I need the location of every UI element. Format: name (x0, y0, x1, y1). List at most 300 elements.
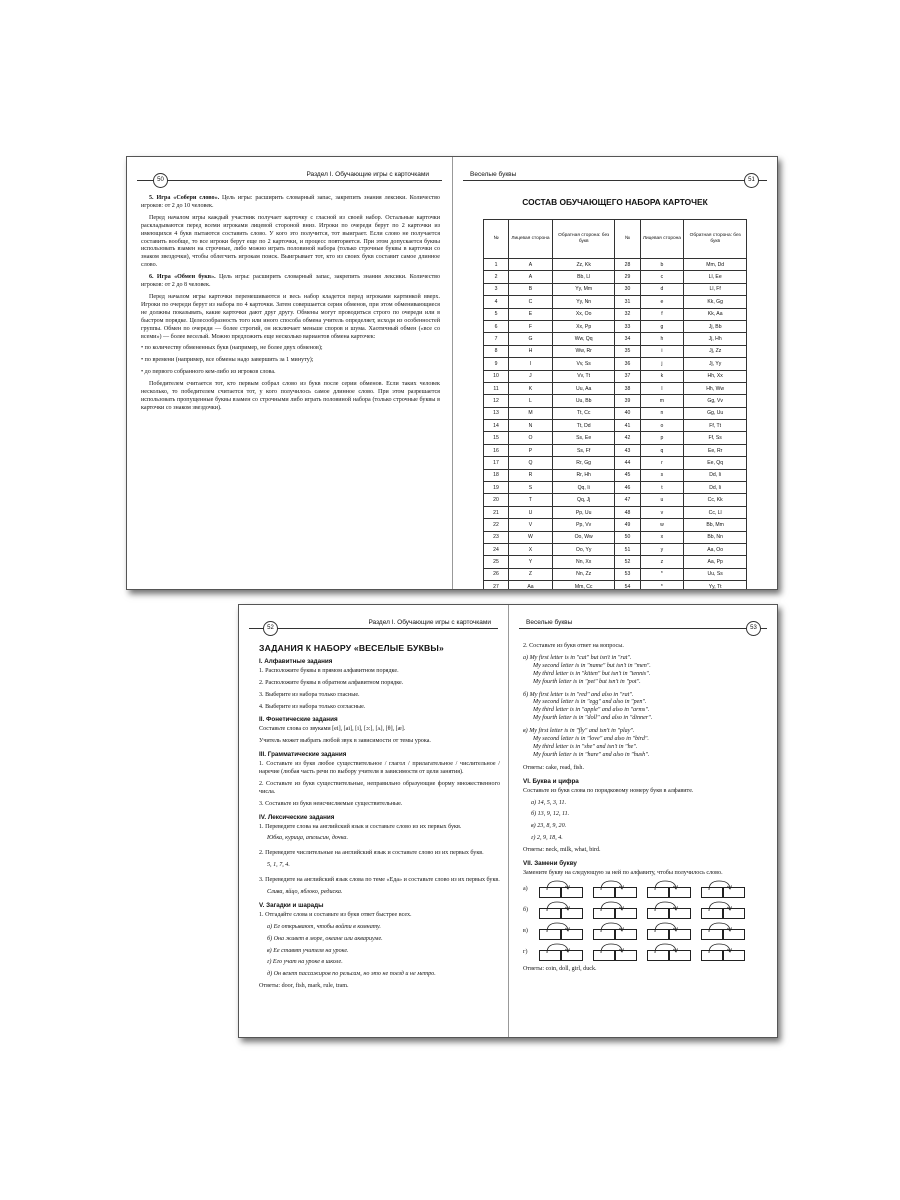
riddle-text: My third letter is in "she" and isn't in "he". (533, 743, 638, 750)
table-cell: 4 (484, 296, 509, 308)
block-label: а) (523, 654, 530, 661)
arrow-icon (541, 899, 581, 913)
table-cell: Ll, Ff (684, 283, 747, 295)
game-title: 6. Игра «Обмен букв». (149, 274, 216, 281)
running-head: Раздел I. Обучающие игры с карточками (365, 619, 494, 626)
table-cell: A (509, 259, 553, 271)
table-cell: p (640, 432, 684, 444)
table-cell: 2 (484, 271, 509, 283)
table-row (484, 556, 747, 568)
letter-swap-row (523, 882, 763, 898)
example-words: Слива, яйцо, яблоко, редиска. (267, 889, 343, 896)
table-title: СОСТАВ ОБУЧАЮЩЕГО НАБОРА КАРТОЧЕК (522, 197, 708, 207)
table-cell: Vv, Ss (552, 358, 615, 370)
table-cell: 52 (615, 556, 640, 568)
paragraph (141, 345, 440, 353)
table-cell: r (640, 457, 684, 469)
table-cell: 27 (484, 581, 509, 590)
paragraph-text: • по времени (например, все обмены надо завершить за 1 минуту); (141, 357, 314, 364)
paragraph-text: • по количеству обмененных букв (например, не более двух обменов); (141, 345, 323, 352)
table-cell: Aa, Pp (684, 556, 747, 568)
table-cell: 1 (484, 259, 509, 271)
table-cell: 13 (484, 407, 509, 419)
arrow-icon (595, 941, 635, 955)
section-heading: II. Фонетические задания (259, 716, 338, 724)
page-header (249, 619, 498, 633)
table-cell: Yy, Nn (552, 296, 615, 308)
page-text (523, 643, 763, 978)
letter-swap-tile (539, 945, 583, 961)
arrow-icon (595, 899, 635, 913)
table-cell: Vv, Tt (552, 370, 615, 382)
table-row (484, 283, 747, 295)
number-sequence: а) 14, 5, 3, 11. (531, 799, 567, 806)
row-label: а) (523, 885, 528, 892)
task-line: 2. Переведите числительные на английский язык и составьте слово из их первых букв. (259, 850, 484, 857)
arrow-icon (541, 920, 581, 934)
table-row (484, 457, 747, 469)
paragraph (141, 369, 440, 377)
riddle-text: My first letter is in "red" and also in "rat". (529, 691, 634, 698)
page-text (141, 195, 440, 417)
paragraph-text: Цель игры: расширить словарный запас, закрепить знания лексики. Количество игроков: от 2 до 8 человек. (141, 274, 440, 289)
table-row (484, 308, 747, 320)
table-cell: O (509, 432, 553, 444)
running-head: Раздел I. Обучающие игры с карточками (303, 171, 432, 178)
table-cell: 11 (484, 382, 509, 394)
letter-swap-row (523, 903, 763, 919)
table-cell: Mm, Cc (552, 581, 615, 590)
table-cell: 14 (484, 420, 509, 432)
riddle-text: My first letter is in "cat" but isn't in "rat". (529, 654, 632, 661)
table-cell: S (509, 482, 553, 494)
table-cell: 51 (615, 543, 640, 555)
table-cell: 47 (615, 494, 640, 506)
page-header (519, 619, 767, 633)
page-number: 52 (263, 621, 278, 636)
table-cell: Hh, Xx (684, 370, 747, 382)
table-cell: L (509, 395, 553, 407)
table-cell: t (640, 482, 684, 494)
table-cell: 22 (484, 519, 509, 531)
table-cell: Tt, Dd (552, 420, 615, 432)
table-cell: Xx, Oo (552, 308, 615, 320)
card-set-table (483, 219, 747, 590)
table-cell: 21 (484, 506, 509, 518)
riddle-line (523, 692, 763, 700)
column-header: Лицевая сторона (509, 220, 553, 259)
table-cell: Jj, Bb (684, 320, 747, 332)
letter-swap-tile (701, 945, 745, 961)
paragraph-text: Цель игры: расширить словарный запас, закрепить знания лексики. Количество игроков: от 2 до 10 человек. (141, 195, 440, 209)
table-cell: K (509, 382, 553, 394)
table-cell: c (640, 271, 684, 283)
example-words: 5, 1, 7, 4. (267, 862, 290, 869)
table-cell: 40 (615, 407, 640, 419)
letter-swap-tile (647, 882, 691, 898)
column-header: Обратная сторона: без букв (552, 220, 615, 259)
task-line: 2. Составьте из букв существительные, неправильно образующие форму множественного числа. (259, 780, 500, 795)
paragraph-text: Перед началом игры каждый участник получает карточку с гласной из своей набор. Остальные карточки раскладываются перед всеми игроками лицевой стороной вниз. Игроки по очереди берут по 2 карточки из имеющихся 4 букв пытаются составить слово. У кого это получится, тот выиграет. Если слово не получается составить вообще, то все игроки берут еще по 2 карточки, и процесс повторяется. При этом допускается буквы использовать взамен на строчные, либо можно играть половиной набора (только строчные буквы в карточки со знаком звездочки), чтобы облегчить игрокам поиск. Выигрывает тот, кто из своих букв составит самое длинное слово. (141, 214, 440, 269)
table-cell: k (640, 370, 684, 382)
table-cell: 38 (615, 382, 640, 394)
arrow-icon (649, 878, 689, 892)
table-cell: 20 (484, 494, 509, 506)
riddle-line (523, 663, 763, 671)
table-row (484, 494, 747, 506)
task-line: Составьте из букв слова по порядковому номеру букв в алфавите. (523, 787, 694, 794)
arrow-icon (595, 878, 635, 892)
answers: Ответы: door, fish, mark, rule, tram. (259, 983, 349, 990)
table-cell: Mm, Dd (684, 259, 747, 271)
task-line: 4. Выберите из набора только согласные. (259, 703, 366, 710)
table-cell: Ss, Ee (552, 432, 615, 444)
task-line: 1. Переведите слова на английский язык и составьте слово из их первых букв. (259, 823, 462, 830)
arrow-icon (703, 941, 743, 955)
table-cell: E (509, 308, 553, 320)
table-cell: d (640, 283, 684, 295)
game-title: 5. Игра «Собери слово». (149, 195, 220, 201)
example-words: Юбка, курица, апельсин, дочка. (267, 835, 348, 842)
row-label: г) (523, 948, 528, 955)
table-cell: Jj, Yy (684, 358, 747, 370)
table-cell: Bb, Mm (684, 519, 747, 531)
riddle-line (523, 752, 763, 760)
riddle: г) Его учат на уроке в школе. (267, 959, 343, 966)
arrow-icon (595, 920, 635, 934)
answers: Ответы: coin, doll, girl, duck. (523, 965, 597, 972)
table-cell: Y (509, 556, 553, 568)
table-cell: 16 (484, 444, 509, 456)
letter-swap-tile (701, 924, 745, 940)
paragraph-text: Победителем считается тот, кто первым собрал слово из букв после серии обменов. Если таких человек несколько, то победителем считается тот, у кого получилось самое длинное слово. При этом разрешается использовать пропущенные буквы взамен со строчными либо играть половиной набора (только строчные буквы в карточки со знаком звездочки). (141, 381, 440, 411)
riddle-line (523, 679, 763, 687)
page-51 (453, 157, 777, 589)
row-label: б) (523, 906, 529, 913)
table-row (484, 320, 747, 332)
table-cell: Pp, Vv (552, 519, 615, 531)
riddle: а) Ее открывают, чтобы войти в комнату. (267, 923, 381, 930)
running-head: Веселые буквы (523, 619, 575, 626)
table-cell: 18 (484, 469, 509, 481)
page-number: 53 (746, 621, 761, 636)
paragraph-text: • до первого собранного кем-либо из игроков слова. (141, 369, 276, 376)
letter-swap-tile (539, 903, 583, 919)
letter-swap-tile (593, 882, 637, 898)
running-head: Веселые буквы (467, 171, 519, 178)
table-cell: 42 (615, 432, 640, 444)
arrow-icon (649, 941, 689, 955)
number-sequence: б) 13, 9, 12, 11. (531, 811, 570, 818)
table-cell: n (640, 407, 684, 419)
riddle-line (523, 715, 763, 723)
table-row (484, 420, 747, 432)
table-row (484, 296, 747, 308)
table-row (484, 271, 747, 283)
riddle-text: My third letter is in "apple" and also in "arms". (533, 707, 650, 714)
table-cell: Uu, Bb (552, 395, 615, 407)
page-text (259, 645, 500, 995)
table-cell: x (640, 531, 684, 543)
table-cell: z (640, 556, 684, 568)
table-cell: b (640, 259, 684, 271)
column-header: Лицевая сторона (640, 220, 684, 259)
table-cell: 23 (484, 531, 509, 543)
table-cell: o (640, 420, 684, 432)
book-spread-1 (126, 156, 778, 590)
table-cell: y (640, 543, 684, 555)
table-cell: Zz, Kk (552, 259, 615, 271)
paragraph (141, 274, 440, 290)
table-cell: h (640, 333, 684, 345)
table-cell: Uu, Aa (552, 382, 615, 394)
section-heading: VII. Замени букву (523, 860, 577, 868)
table-cell: Gg, Uu (684, 407, 747, 419)
table-cell: 32 (615, 308, 640, 320)
table-cell: Gg, Vv (684, 395, 747, 407)
table-cell: Ll, Ee (684, 271, 747, 283)
riddle: б) Она живет в море, океане или аквариуме. (267, 935, 383, 942)
table-cell: * (640, 568, 684, 580)
table-cell: 6 (484, 320, 509, 332)
table-cell: 31 (615, 296, 640, 308)
task-line: 1. Составьте из букв любое существительное / глагол / прилагательное / числительное / наречие (любая часть речи по выбору учителя в зависимости от цели занятия). (259, 761, 500, 775)
page-header (463, 171, 767, 185)
table-cell: C (509, 296, 553, 308)
row-label: в) (523, 927, 528, 934)
letter-swap-tile (593, 903, 637, 919)
table-row (484, 333, 747, 345)
page-53 (509, 605, 777, 1037)
table-cell: A (509, 271, 553, 283)
letter-swap-row (523, 924, 763, 940)
table-row (484, 407, 747, 419)
letter-swap-tile (593, 945, 637, 961)
task-line: 2. Расположите буквы в обратном алфавитном порядке. (259, 679, 404, 686)
task-line: Учитель может выбрать любой звук в зависимости от темы урока. (259, 738, 431, 745)
riddle-line (523, 736, 763, 744)
table-cell: Uu, Ss (684, 568, 747, 580)
page-number: 50 (153, 173, 168, 188)
table-cell: Ee, Qq (684, 457, 747, 469)
table-cell: Aa, Oo (684, 543, 747, 555)
book-spread-2 (238, 604, 778, 1038)
table-cell: U (509, 506, 553, 518)
block-label: б) (523, 691, 530, 698)
page-number: 51 (744, 173, 759, 188)
task-intro: 2. Составьте из букв ответ на вопросы. (523, 643, 624, 649)
table-cell: 17 (484, 457, 509, 469)
paragraph (141, 195, 440, 211)
table-cell: J (509, 370, 553, 382)
letter-swap-row (523, 945, 763, 961)
table-row (484, 370, 747, 382)
table-cell: Cc, Ll (684, 506, 747, 518)
table-cell: P (509, 444, 553, 456)
arrow-icon (541, 941, 581, 955)
number-sequence: г) 2, 9, 18, 4. (531, 835, 563, 842)
arrow-icon (541, 878, 581, 892)
letter-swap-tile (539, 882, 583, 898)
riddle-text: My third letter is in "kitten" but isn't in "tennis". (533, 670, 651, 677)
table-cell: 48 (615, 506, 640, 518)
riddle-line (523, 728, 763, 736)
table-cell: G (509, 333, 553, 345)
table-cell: j (640, 358, 684, 370)
table-cell: 39 (615, 395, 640, 407)
table-cell: Ff, Ss (684, 432, 747, 444)
table-cell: Dd, Ii (684, 469, 747, 481)
table-cell: Rr, Gg (552, 457, 615, 469)
table-cell: 3 (484, 283, 509, 295)
table-cell: V (509, 519, 553, 531)
table-cell: l (640, 382, 684, 394)
table-cell: Kk, Aa (684, 308, 747, 320)
riddle-line (523, 671, 763, 679)
table-cell: u (640, 494, 684, 506)
table-cell: Ee, Rr (684, 444, 747, 456)
paragraph (141, 294, 440, 341)
table-cell: 9 (484, 358, 509, 370)
task-line: 3. Составьте из букв неисчисляемые существительные. (259, 800, 403, 807)
number-sequence: в) 23, 8, 9, 20. (531, 823, 567, 830)
letter-swap-tile (539, 924, 583, 940)
table-row (484, 432, 747, 444)
table-cell: 24 (484, 543, 509, 555)
table-cell: 46 (615, 482, 640, 494)
task-line: 1. Расположите буквы в прямом алфавитном порядке. (259, 667, 399, 674)
table-cell: Tt, Cc (552, 407, 615, 419)
table-cell: Z (509, 568, 553, 580)
table-cell: I (509, 358, 553, 370)
table-cell: T (509, 494, 553, 506)
task-line: 3. Переведите на английский язык слова по теме «Еда» и составьте слово из их первых букв. (259, 877, 500, 884)
table-cell: Jj, Hh (684, 333, 747, 345)
table-cell: 34 (615, 333, 640, 345)
table-cell: Xx, Pp (552, 320, 615, 332)
table-cell: Qq, Jj (552, 494, 615, 506)
table-row (484, 482, 747, 494)
riddle-line (523, 655, 763, 663)
table-row (484, 531, 747, 543)
table-cell: w (640, 519, 684, 531)
riddle-line (523, 699, 763, 707)
table-row (484, 358, 747, 370)
table-cell: 12 (484, 395, 509, 407)
arrow-icon (703, 878, 743, 892)
arrow-icon (649, 899, 689, 913)
riddle-text: My second letter is in "love" and also in "bird". (533, 736, 649, 743)
block-label: в) (523, 728, 530, 735)
task-line: 3. Выберите из набора только гласные. (259, 691, 360, 698)
letter-swap-tile (701, 903, 745, 919)
table-row (484, 382, 747, 394)
riddle-text: My second letter is in "egg" and also in "pen". (533, 699, 647, 706)
task-line: Замените букву на следующую за ней по алфавиту, чтобы получилось слово. (523, 869, 723, 876)
table-cell: Ff, Tt (684, 420, 747, 432)
table-cell: X (509, 543, 553, 555)
table-cell: 44 (615, 457, 640, 469)
table-cell: 49 (615, 519, 640, 531)
table-cell: Nn, Xx (552, 556, 615, 568)
task-line: 1. Отгадайте слова и составьте из букв ответ быстрее всех. (259, 911, 412, 918)
table-cell: Pp, Uu (552, 506, 615, 518)
riddle-text: My fourth letter is in "doll" and also in "dinner". (533, 715, 653, 722)
table-row (484, 506, 747, 518)
riddle-line (523, 744, 763, 752)
table-cell: Ww, Rr (552, 345, 615, 357)
table-cell: R (509, 469, 553, 481)
table-cell: Oo, Yy (552, 543, 615, 555)
table-cell: 54 (615, 581, 640, 590)
letter-swap-tile (593, 924, 637, 940)
riddle-block (523, 655, 763, 687)
table-cell: Bb, Nn (684, 531, 747, 543)
table-row (484, 345, 747, 357)
riddle: в) Ее ставят учителя на уроке. (267, 947, 349, 954)
table-cell: N (509, 420, 553, 432)
letter-swap-tile (701, 882, 745, 898)
table-row (484, 543, 747, 555)
table-cell: Rr, Hh (552, 469, 615, 481)
table-cell: m (640, 395, 684, 407)
table-cell: 36 (615, 358, 640, 370)
paragraph (141, 215, 440, 270)
arrow-icon (703, 920, 743, 934)
table-cell: 25 (484, 556, 509, 568)
table-cell: H (509, 345, 553, 357)
page-header (137, 171, 442, 185)
table-row (484, 581, 747, 590)
table-cell: 33 (615, 320, 640, 332)
table-row (484, 444, 747, 456)
table-cell: Q (509, 457, 553, 469)
arrow-icon (649, 920, 689, 934)
table-cell: 10 (484, 370, 509, 382)
table-row (484, 519, 747, 531)
task-line: Составьте слова со звуками [ei], [ai], [i], [ɔ:], [ʌ], [θ], [æ]. (259, 726, 406, 733)
table-cell: 35 (615, 345, 640, 357)
letter-swap-tile (647, 903, 691, 919)
table-cell: Nn, Zz (552, 568, 615, 580)
table-cell: g (640, 320, 684, 332)
table-cell: Oo, Ww (552, 531, 615, 543)
table-cell: 43 (615, 444, 640, 456)
table-cell: F (509, 320, 553, 332)
table-row (484, 469, 747, 481)
section-heading: VI. Буква и цифра (523, 777, 579, 785)
table-cell: 53 (615, 568, 640, 580)
table-cell: 7 (484, 333, 509, 345)
riddle-text: My first letter is in "fly" and isn't in "play". (529, 728, 635, 735)
table-cell: W (509, 531, 553, 543)
paragraph-text: Перед началом игры карточки перемешиваются и весь набор кладется перед игроками картинкой вверх. Игроки по очереди берут из набора по 4 карточки. Затем совершается серия обменов, при этом обменивающиеся не должны показывать, какие карточки дают друг другу. Обмены могут проводиться строго по очереди или в быстром порядке. Целесообразность того или иного способа обмена учитель определяет, исходя из особенностей группы. Обмен по очереди — более строгий, он исключает меньше споров и шума. Хаотичный обмен («все со всеми») — более веселый. Можно предложить еще несколько вариантов обмена карточек: (141, 293, 440, 340)
table-cell: Cc, Kk (684, 494, 747, 506)
letter-swap-tile (647, 924, 691, 940)
table-cell: Aa (509, 581, 553, 590)
table-cell: Qq, Ii (552, 482, 615, 494)
column-header: Обратная сторона: без букв (684, 220, 747, 259)
riddle-block (523, 692, 763, 724)
table-cell: 37 (615, 370, 640, 382)
table-cell: Ww, Qq (552, 333, 615, 345)
table-cell: Jj, Zz (684, 345, 747, 357)
table-row (484, 395, 747, 407)
page-52 (239, 605, 508, 1037)
table-cell: 26 (484, 568, 509, 580)
table-cell: 19 (484, 482, 509, 494)
table-cell: v (640, 506, 684, 518)
